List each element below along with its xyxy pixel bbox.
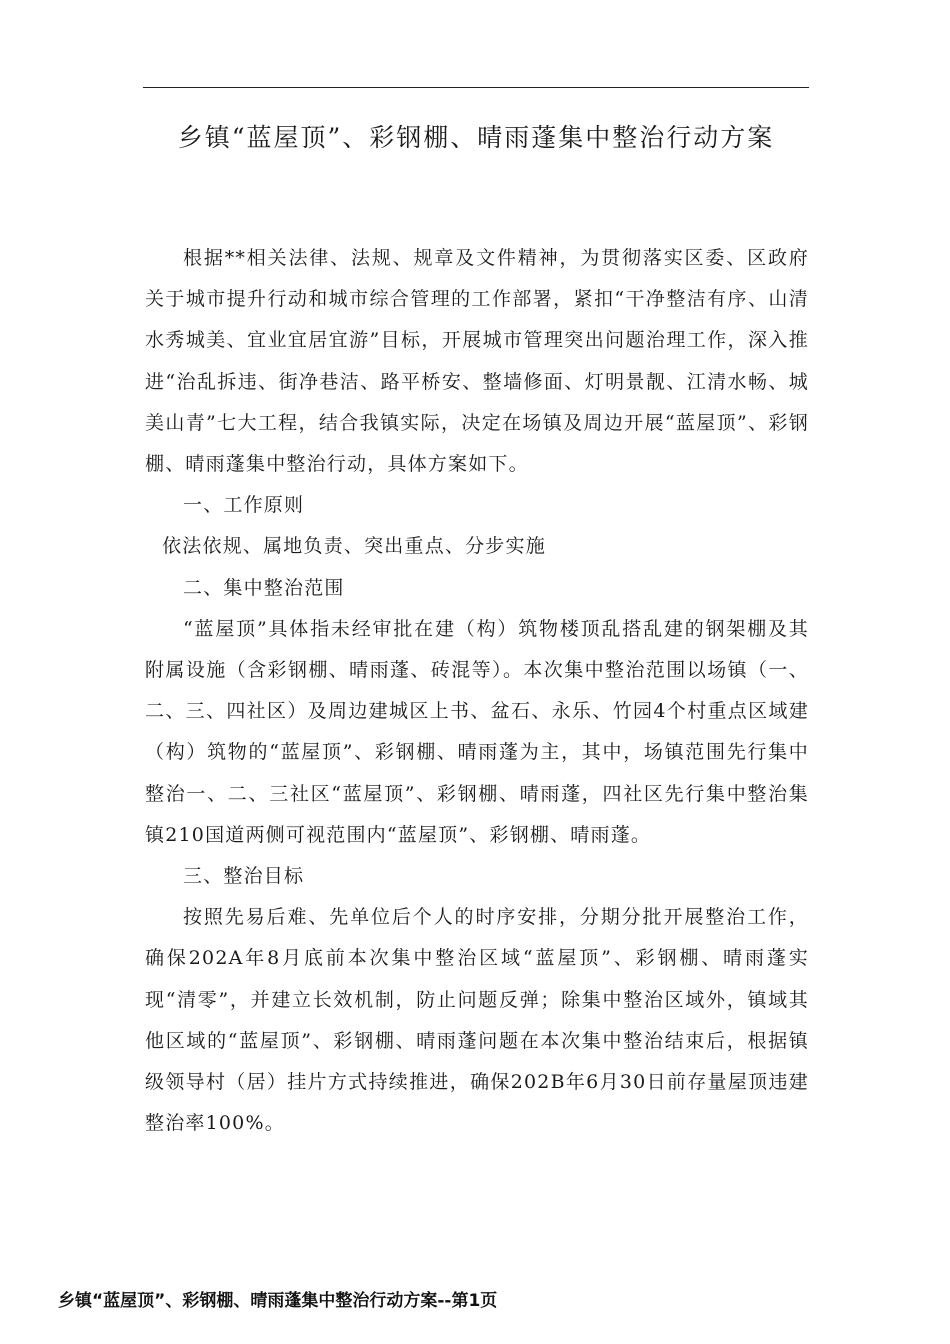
- page-footer: 乡镇“蓝屋顶”、彩钢棚、晴雨蓬集中整治行动方案--第1页: [58, 1291, 498, 1311]
- principles-text: 依法依规、属地负责、突出重点、分步实施: [162, 535, 546, 558]
- header-rule: [143, 87, 809, 88]
- scope-paragraph: “蓝屋顶”具体指未经审批在建（构）筑物楼顶乱搭乱建的钢架棚及其附属设施（含彩钢棚、晴雨蓬、砖混等）。本次集中整治范围以场镇（一、二、三、四社区）及周边建城区上书、盆石、永乐、竹园4个村重点区域建（构）筑物的“蓝屋顶”、彩钢棚、晴雨蓬为主，其中，场镇范围先行集中整治一、二、三社区“蓝屋顶”、彩钢棚、晴雨蓬，四社区先行集中整治集镇210国道两侧可视范围内“蓝屋顶”、彩钢棚、晴雨蓬。: [145, 617, 809, 846]
- goals-paragraph: 按照先易后难、先单位后个人的时序安排，分期分批开展整治工作，确保202A年8月底前本次集中整治区域“蓝屋顶”、彩钢棚、晴雨蓬实现“清零”，并建立长效机制，防止问题反弹；除集中整治区域外，镇域其他区域的“蓝屋顶”、彩钢棚、晴雨蓬问题在本次集中整治结束后，根据镇级领导村（居）挂片方式持续推进，确保202B年6月30日前存量屋顶违建整治率100%。: [145, 906, 809, 1135]
- document-body: [145, 238, 809, 1144]
- section-heading-goals: 三、整治目标: [183, 865, 305, 888]
- section-heading-principles: 一、工作原则: [183, 494, 305, 517]
- intro-paragraph: 根据**相关法律、法规、规章及文件精神，为贯彻落实区委、区政府关于城市提升行动和城市综合管理的工作部署，紧扣“干净整洁有序、山清水秀城美、宜业宜居宜游”目标，开展城市管理突出问题治理工作，深入推进“治乱拆违、街净巷洁、路平桥安、整墙修面、灯明景靓、江清水畅、城美山青”七大工程，结合我镇实际，决定在场镇及周边开展“蓝屋顶”、彩钢棚、晴雨蓬集中整治行动，具体方案如下。: [145, 247, 809, 476]
- section-heading-scope: 二、集中整治范围: [183, 576, 345, 599]
- document-title: 乡镇“蓝屋顶”、彩钢棚、晴雨蓬集中整治行动方案: [177, 123, 775, 152]
